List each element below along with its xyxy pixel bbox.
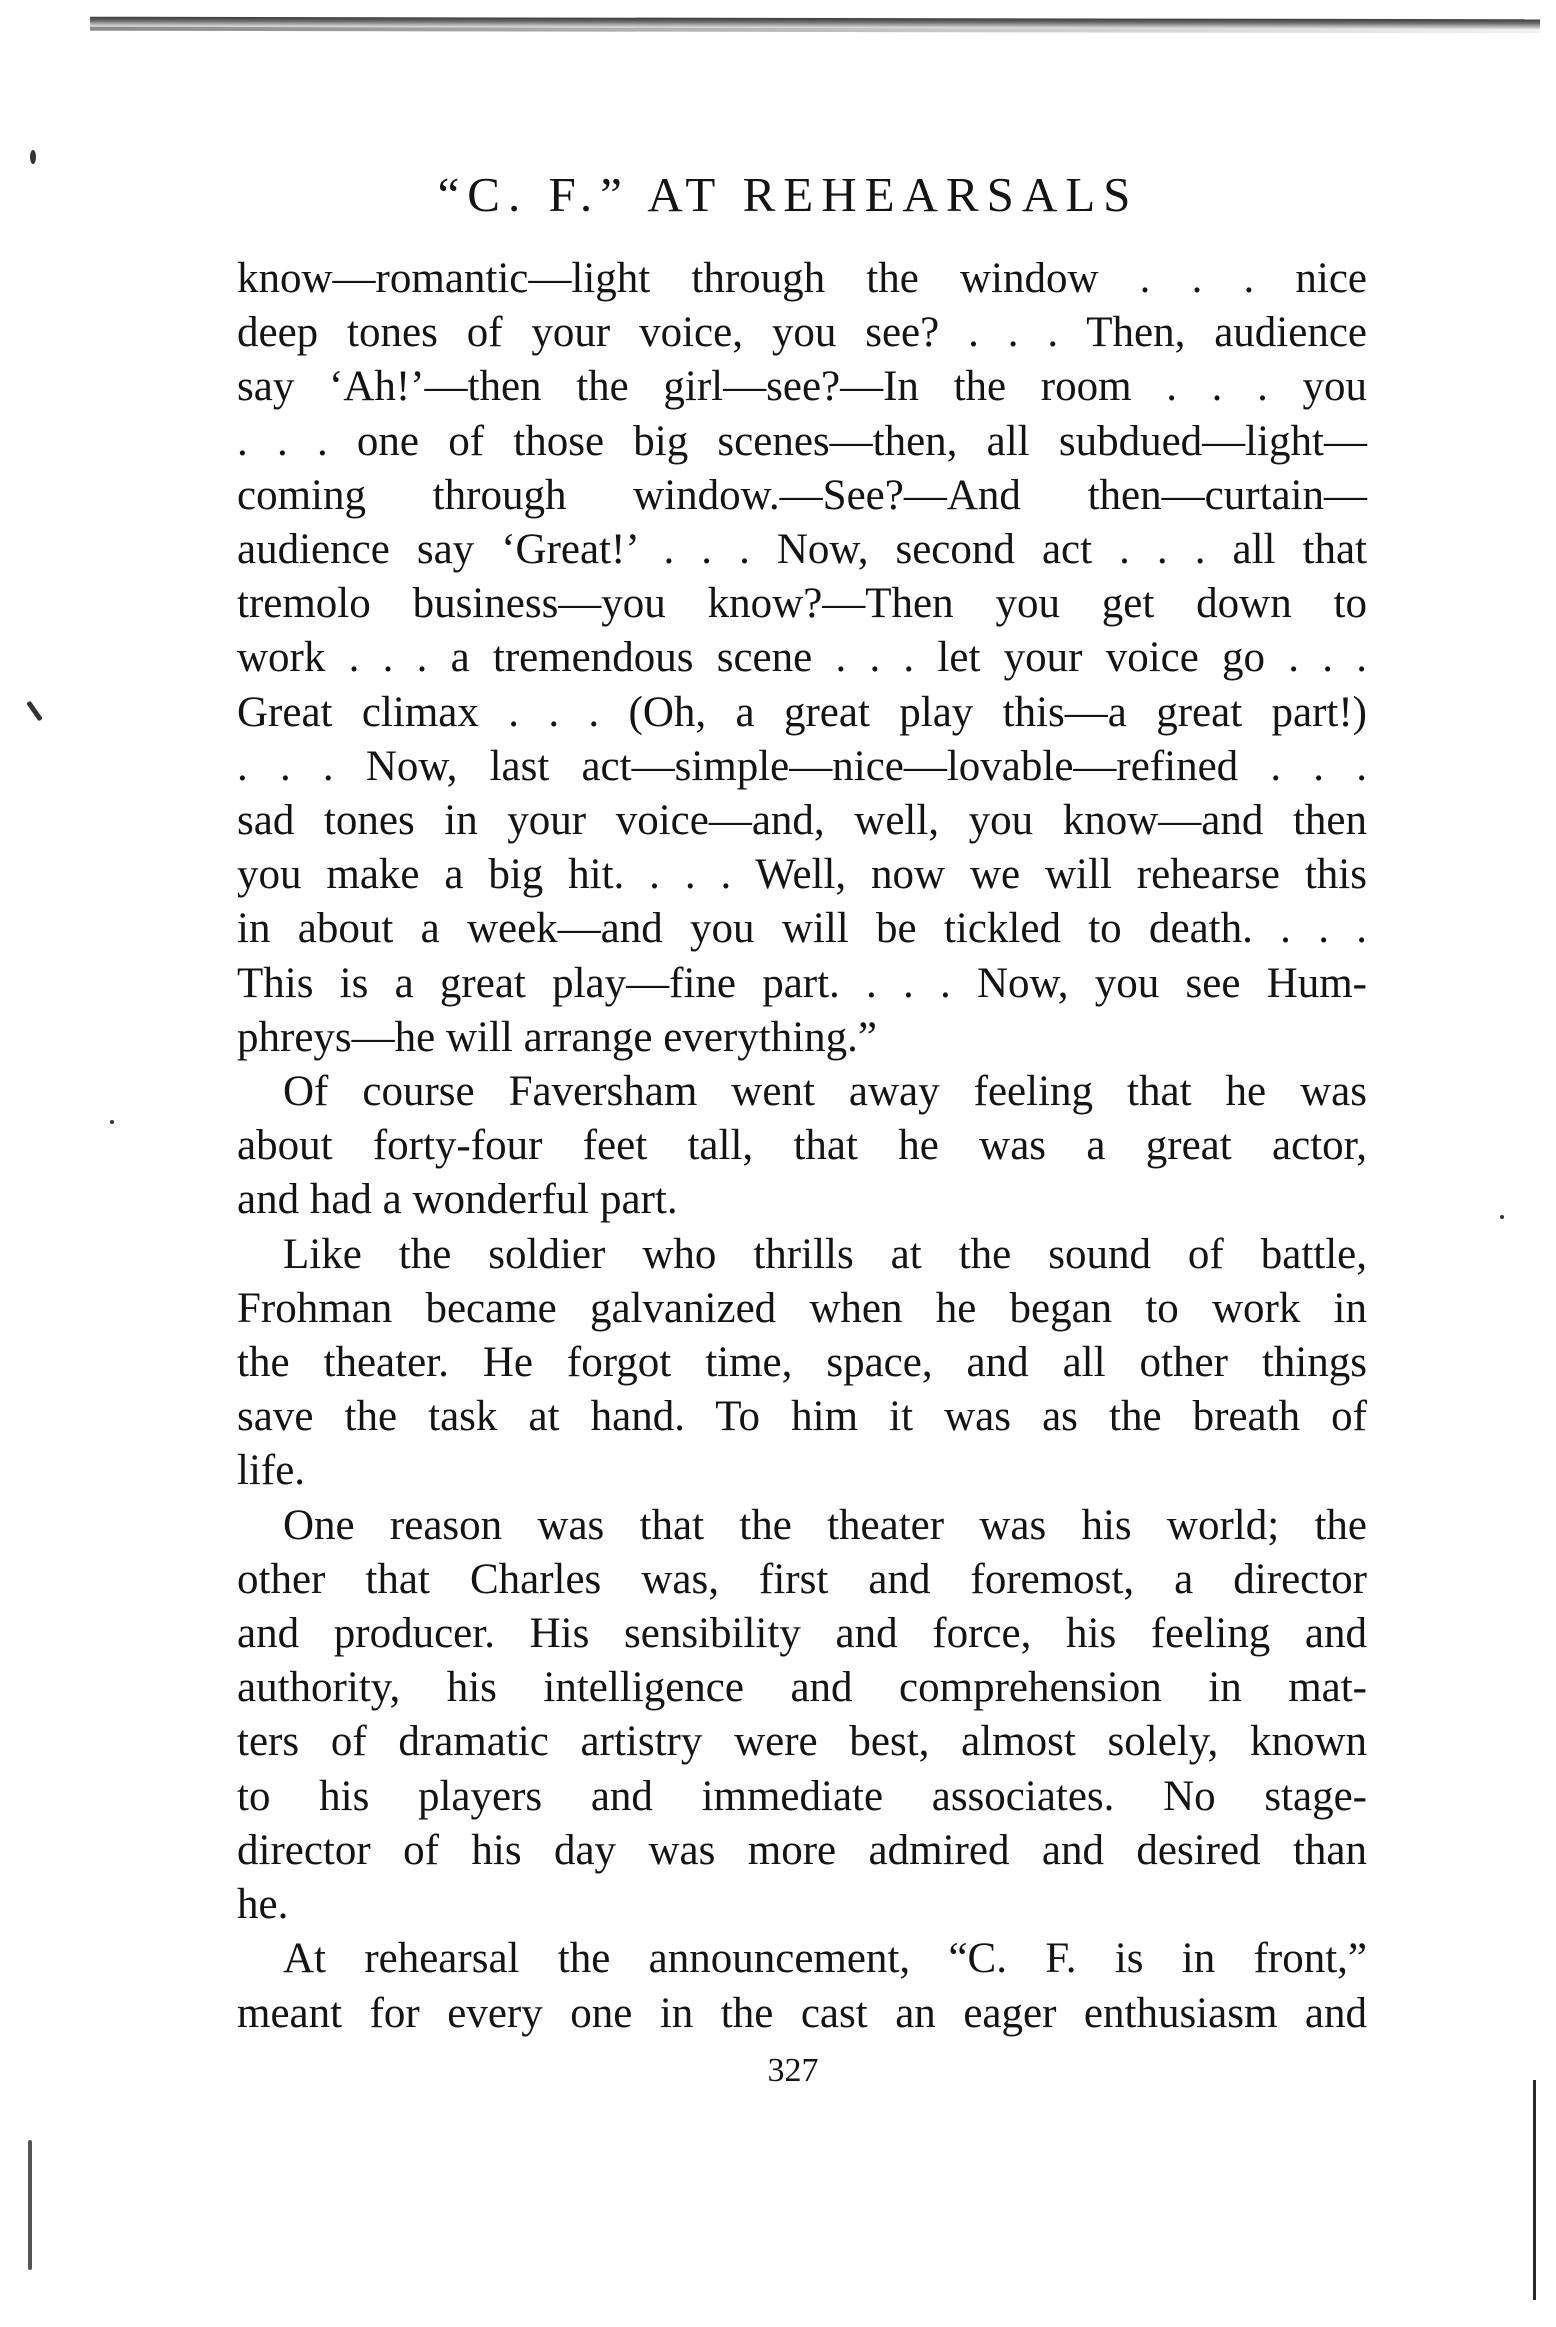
text-line: say ‘Ah!’—then the girl—see?—In the room . . . you — [237, 363, 1367, 411]
text-line: At rehearsal the announcement, “C. F. is in front,” — [283, 1935, 1367, 1983]
text-line: Of course Faversham went away feeling that he was — [283, 1068, 1367, 1116]
text-line: and producer. His sensibility and force, his feeling and — [237, 1610, 1367, 1658]
body-text — [237, 252, 1367, 2041]
text-line: authority, his intelligence and comprehension in mat- — [237, 1664, 1367, 1712]
text-line: . . . Now, last act—simple—nice—lovable—refined . . . — [237, 742, 1367, 790]
paragraph-1 — [237, 252, 1367, 1065]
text-line: Like the soldier who thrills at the sound of battle, — [283, 1230, 1367, 1278]
text-line: director of his day was more admired and desired than — [237, 1826, 1367, 1874]
text-line: life. — [237, 1447, 306, 1495]
scan-border-right — [1533, 2080, 1536, 2300]
text-line: in about a week—and you will be tickled to death. . . . — [237, 905, 1367, 953]
text-line: audience say ‘Great!’ . . . Now, second act . . . all that — [237, 526, 1367, 574]
paragraph-3 — [237, 1228, 1367, 1499]
text-line: coming through window.—See?—And then—curtain— — [237, 471, 1367, 519]
paragraph-4 — [237, 1499, 1367, 1933]
text-line: you make a big hit. . . . Well, now we will rehearse this — [237, 851, 1367, 899]
page-number: 327 — [767, 2052, 819, 2089]
scan-border-top — [90, 17, 1540, 30]
text-line: he. — [237, 1881, 289, 1929]
text-line: phreys—he will arrange everything.” — [237, 1013, 877, 1061]
text-line: other that Charles was, first and foremost, a director — [237, 1555, 1367, 1603]
text-line: about forty-four feet tall, that he was a great actor, — [237, 1122, 1367, 1170]
paragraph-2 — [237, 1065, 1367, 1228]
scan-speck — [26, 701, 43, 722]
text-line: know—romantic—light through the window . . . nice — [237, 255, 1367, 302]
scan-speck — [110, 1120, 114, 1124]
text-line: meant for every one in the cast an eager enthusiasm and — [237, 1989, 1367, 2037]
text-line: One reason was that the theater was his world; the — [283, 1501, 1367, 1549]
text-line: sad tones in your voice—and, well, you know—and then — [237, 797, 1367, 845]
text-line: deep tones of your voice, you see? . . . Then, audience — [237, 309, 1367, 357]
text-line: tremolo business—you know?—Then you get down to — [237, 580, 1367, 628]
text-line: save the task at hand. To him it was as the breath of — [237, 1393, 1367, 1441]
running-head: “C. F.” AT REHEARSALS — [437, 167, 1139, 222]
text-line: Great climax . . . (Oh, a great play this—a great part!) — [237, 688, 1367, 736]
text-line: This is a great play—fine part. . . . Now, you see Hum- — [237, 959, 1367, 1007]
text-line: and had a wonderful part. — [237, 1176, 678, 1224]
paragraph-5 — [237, 1932, 1367, 2040]
text-line: to his players and immediate associates. No stage- — [237, 1772, 1367, 1820]
scan-speck — [30, 150, 36, 164]
scan-speck — [1500, 1215, 1504, 1219]
scan-speck — [28, 2140, 32, 2270]
text-line: . . . one of those big scenes—then, all subdued—light— — [237, 417, 1367, 465]
text-line: work . . . a tremendous scene . . . let your voice go . . . — [237, 634, 1367, 682]
text-line: Frohman became galvanized when he began to work in — [237, 1284, 1367, 1332]
text-line: the theater. He forgot time, space, and all other things — [237, 1339, 1367, 1387]
text-line: ters of dramatic artistry were best, almost solely, known — [237, 1718, 1367, 1766]
